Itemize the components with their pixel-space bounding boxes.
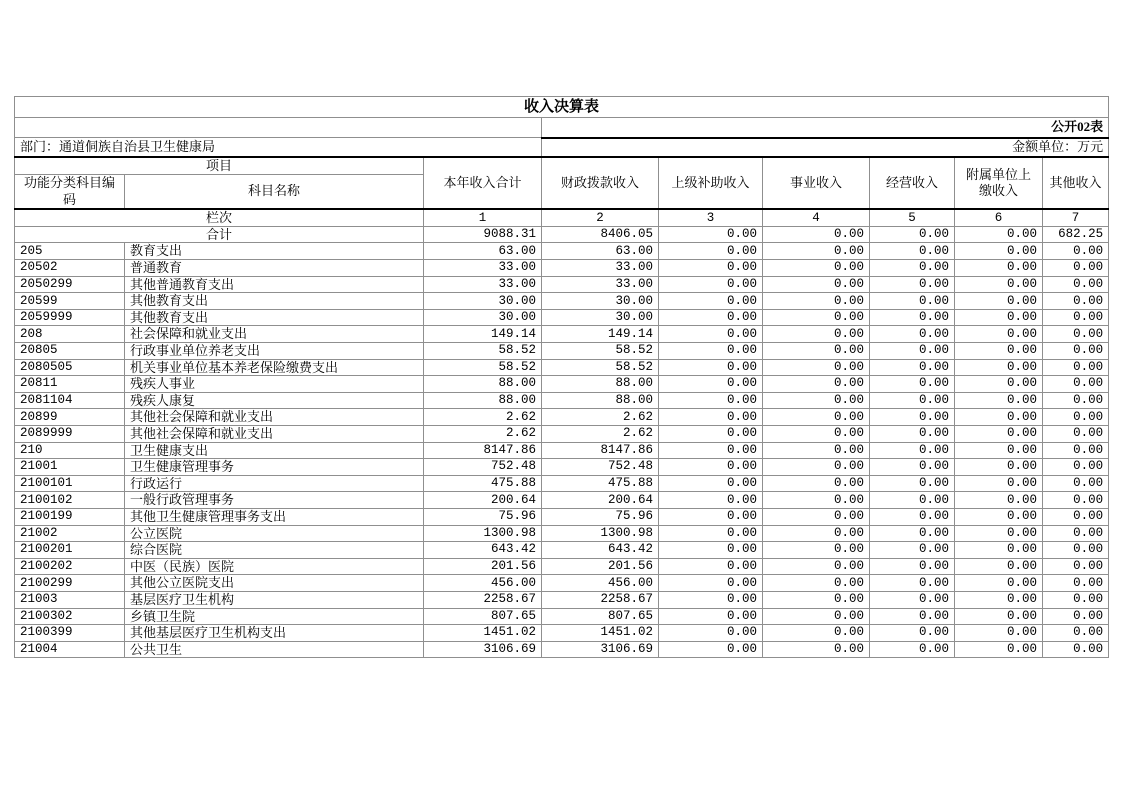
row-value: 0.00 <box>763 625 870 642</box>
row-value: 0.00 <box>1043 376 1109 393</box>
row-value: 0.00 <box>763 475 870 492</box>
row-subject-name: 教育支出 <box>125 243 424 260</box>
row-value: 88.00 <box>424 376 542 393</box>
grand-total-value: 0.00 <box>955 226 1043 243</box>
row-value: 30.00 <box>424 293 542 310</box>
row-value: 0.00 <box>763 558 870 575</box>
row-value: 3106.69 <box>424 641 542 658</box>
row-value: 0.00 <box>870 542 955 559</box>
row-value: 0.00 <box>763 260 870 277</box>
row-subject-name: 其他社会保障和就业支出 <box>125 425 424 442</box>
row-value: 0.00 <box>1043 409 1109 426</box>
row-subject-name: 基层医疗卫生机构 <box>125 591 424 608</box>
row-subject-name: 其他公立医院支出 <box>125 575 424 592</box>
row-subject-name: 卫生健康支出 <box>125 442 424 459</box>
row-value: 0.00 <box>659 260 763 277</box>
table-row <box>15 260 1109 277</box>
row-value: 807.65 <box>542 608 659 625</box>
table-row <box>15 243 1109 260</box>
row-value: 1451.02 <box>542 625 659 642</box>
row-value: 0.00 <box>870 359 955 376</box>
row-function-code: 2089999 <box>15 425 125 442</box>
row-subject-name: 其他卫生健康管理事务支出 <box>125 508 424 525</box>
row-value: 3106.69 <box>542 641 659 658</box>
row-subject-name: 其他教育支出 <box>125 293 424 310</box>
row-value: 0.00 <box>659 376 763 393</box>
row-value: 0.00 <box>870 276 955 293</box>
row-value: 1300.98 <box>424 525 542 542</box>
column-index-number: 2 <box>542 209 659 226</box>
row-value: 0.00 <box>1043 343 1109 360</box>
row-value: 0.00 <box>955 293 1043 310</box>
row-value: 0.00 <box>659 392 763 409</box>
row-value: 0.00 <box>955 492 1043 509</box>
row-value: 2258.67 <box>542 591 659 608</box>
column-index-label: 栏次 <box>15 209 424 226</box>
table-row <box>15 309 1109 326</box>
row-value: 0.00 <box>659 492 763 509</box>
row-function-code: 21001 <box>15 459 125 476</box>
row-value: 0.00 <box>955 442 1043 459</box>
row-value: 0.00 <box>870 243 955 260</box>
row-value: 0.00 <box>763 359 870 376</box>
column-index-number: 6 <box>955 209 1043 226</box>
row-subject-name: 其他普通教育支出 <box>125 276 424 293</box>
row-subject-name: 机关事业单位基本养老保险缴费支出 <box>125 359 424 376</box>
row-subject-name: 行政事业单位养老支出 <box>125 343 424 360</box>
row-value: 58.52 <box>424 359 542 376</box>
table-row <box>15 492 1109 509</box>
table-title-row <box>15 97 1109 118</box>
column-index-number: 4 <box>763 209 870 226</box>
row-value: 1451.02 <box>424 625 542 642</box>
row-value: 0.00 <box>763 459 870 476</box>
row-value: 0.00 <box>659 409 763 426</box>
row-value: 0.00 <box>955 608 1043 625</box>
row-value: 0.00 <box>763 525 870 542</box>
row-value: 0.00 <box>763 376 870 393</box>
column-header: 本年收入合计 <box>424 157 542 210</box>
row-value: 0.00 <box>659 425 763 442</box>
amount-unit-label: 金额单位：万元 <box>542 138 1109 157</box>
row-value: 752.48 <box>424 459 542 476</box>
row-value: 58.52 <box>542 359 659 376</box>
department-label: 部门：通道侗族自治县卫生健康局 <box>15 138 542 157</box>
row-value: 643.42 <box>424 542 542 559</box>
function-code-header: 功能分类科目编码 <box>15 174 125 209</box>
row-value: 0.00 <box>870 442 955 459</box>
row-value: 0.00 <box>659 475 763 492</box>
row-value: 0.00 <box>955 243 1043 260</box>
column-header: 经营收入 <box>870 157 955 210</box>
row-value: 88.00 <box>542 392 659 409</box>
row-value: 63.00 <box>542 243 659 260</box>
grand-total-value: 0.00 <box>763 226 870 243</box>
row-function-code: 2080505 <box>15 359 125 376</box>
row-value: 0.00 <box>763 425 870 442</box>
row-value: 0.00 <box>870 475 955 492</box>
row-value: 0.00 <box>1043 558 1109 575</box>
table-row <box>15 542 1109 559</box>
row-value: 0.00 <box>955 558 1043 575</box>
row-value: 200.64 <box>542 492 659 509</box>
grand-total-value: 682.25 <box>1043 226 1109 243</box>
row-value: 30.00 <box>542 293 659 310</box>
row-function-code: 21003 <box>15 591 125 608</box>
public-table-label: 公开02表 <box>542 118 1109 138</box>
row-function-code: 20599 <box>15 293 125 310</box>
table-row <box>15 409 1109 426</box>
row-value: 58.52 <box>424 343 542 360</box>
row-value: 0.00 <box>870 591 955 608</box>
row-value: 30.00 <box>424 309 542 326</box>
row-value: 0.00 <box>659 608 763 625</box>
row-value: 149.14 <box>424 326 542 343</box>
table-row <box>15 591 1109 608</box>
column-index-number: 3 <box>659 209 763 226</box>
row-value: 0.00 <box>870 409 955 426</box>
row-value: 2.62 <box>542 425 659 442</box>
row-value: 0.00 <box>763 276 870 293</box>
subject-name-header: 科目名称 <box>125 174 424 209</box>
column-index-number: 7 <box>1043 209 1109 226</box>
row-subject-name: 行政运行 <box>125 475 424 492</box>
table-row <box>15 293 1109 310</box>
table-row <box>15 508 1109 525</box>
row-value: 0.00 <box>1043 309 1109 326</box>
row-value: 0.00 <box>955 508 1043 525</box>
row-value: 0.00 <box>1043 608 1109 625</box>
row-value: 0.00 <box>1043 243 1109 260</box>
row-value: 0.00 <box>659 359 763 376</box>
table-row <box>15 558 1109 575</box>
column-index-row <box>15 209 1109 226</box>
row-value: 456.00 <box>424 575 542 592</box>
row-value: 33.00 <box>542 276 659 293</box>
grand-total-value: 0.00 <box>659 226 763 243</box>
row-value: 1300.98 <box>542 525 659 542</box>
row-value: 0.00 <box>1043 542 1109 559</box>
row-value: 2.62 <box>424 409 542 426</box>
row-value: 0.00 <box>763 591 870 608</box>
row-value: 0.00 <box>955 459 1043 476</box>
row-value: 0.00 <box>763 492 870 509</box>
row-value: 0.00 <box>763 641 870 658</box>
row-value: 149.14 <box>542 326 659 343</box>
row-subject-name: 中医（民族）医院 <box>125 558 424 575</box>
row-value: 0.00 <box>763 409 870 426</box>
row-value: 0.00 <box>1043 392 1109 409</box>
table-row <box>15 392 1109 409</box>
row-value: 0.00 <box>870 525 955 542</box>
department-row <box>15 138 1109 157</box>
row-function-code: 208 <box>15 326 125 343</box>
table-row <box>15 425 1109 442</box>
row-value: 0.00 <box>955 276 1043 293</box>
table-row <box>15 459 1109 476</box>
row-value: 0.00 <box>659 641 763 658</box>
row-subject-name: 其他教育支出 <box>125 309 424 326</box>
row-value: 0.00 <box>1043 442 1109 459</box>
row-function-code: 2059999 <box>15 309 125 326</box>
row-subject-name: 其他社会保障和就业支出 <box>125 409 424 426</box>
row-function-code: 21004 <box>15 641 125 658</box>
table-row <box>15 276 1109 293</box>
table-row <box>15 343 1109 360</box>
row-value: 456.00 <box>542 575 659 592</box>
row-value: 0.00 <box>955 392 1043 409</box>
table-row <box>15 575 1109 592</box>
row-subject-name: 一般行政管理事务 <box>125 492 424 509</box>
column-header: 财政拨款收入 <box>542 157 659 210</box>
row-value: 0.00 <box>955 309 1043 326</box>
row-value: 0.00 <box>870 508 955 525</box>
row-value: 0.00 <box>763 293 870 310</box>
row-value: 0.00 <box>1043 508 1109 525</box>
row-value: 8147.86 <box>424 442 542 459</box>
row-value: 0.00 <box>1043 575 1109 592</box>
row-subject-name: 公共卫生 <box>125 641 424 658</box>
row-value: 0.00 <box>870 309 955 326</box>
row-value: 0.00 <box>955 260 1043 277</box>
row-function-code: 20811 <box>15 376 125 393</box>
row-subject-name: 普通教育 <box>125 260 424 277</box>
row-value: 0.00 <box>870 326 955 343</box>
row-value: 0.00 <box>870 376 955 393</box>
row-value: 0.00 <box>1043 425 1109 442</box>
row-value: 0.00 <box>955 425 1043 442</box>
row-value: 0.00 <box>659 525 763 542</box>
header-project-row <box>15 157 1109 175</box>
row-value: 0.00 <box>870 625 955 642</box>
row-value: 33.00 <box>424 276 542 293</box>
row-value: 0.00 <box>1043 625 1109 642</box>
row-subject-name: 残疾人事业 <box>125 376 424 393</box>
row-function-code: 20805 <box>15 343 125 360</box>
row-value: 0.00 <box>955 359 1043 376</box>
row-value: 0.00 <box>659 542 763 559</box>
row-value: 201.56 <box>424 558 542 575</box>
row-function-code: 2100199 <box>15 508 125 525</box>
pub-row-spacer <box>15 118 542 138</box>
row-value: 0.00 <box>1043 260 1109 277</box>
public-label-row <box>15 118 1109 138</box>
row-subject-name: 社会保障和就业支出 <box>125 326 424 343</box>
row-value: 0.00 <box>955 475 1043 492</box>
column-header: 事业收入 <box>763 157 870 210</box>
row-function-code: 2100399 <box>15 625 125 642</box>
row-value: 2.62 <box>542 409 659 426</box>
row-value: 0.00 <box>955 542 1043 559</box>
page-title: 收入决算表 <box>15 97 1109 118</box>
row-value: 63.00 <box>424 243 542 260</box>
row-value: 200.64 <box>424 492 542 509</box>
row-function-code: 2100202 <box>15 558 125 575</box>
grand-total-value: 0.00 <box>870 226 955 243</box>
row-value: 30.00 <box>542 309 659 326</box>
row-value: 88.00 <box>424 392 542 409</box>
row-value: 643.42 <box>542 542 659 559</box>
column-index-number: 5 <box>870 209 955 226</box>
row-subject-name: 其他基层医疗卫生机构支出 <box>125 625 424 642</box>
row-value: 58.52 <box>542 343 659 360</box>
row-value: 0.00 <box>870 641 955 658</box>
table-row <box>15 376 1109 393</box>
row-subject-name: 残疾人康复 <box>125 392 424 409</box>
row-value: 0.00 <box>659 243 763 260</box>
row-value: 0.00 <box>659 343 763 360</box>
row-value: 0.00 <box>955 575 1043 592</box>
row-value: 0.00 <box>870 260 955 277</box>
row-subject-name: 公立医院 <box>125 525 424 542</box>
row-value: 88.00 <box>542 376 659 393</box>
row-value: 0.00 <box>1043 525 1109 542</box>
row-value: 0.00 <box>1043 591 1109 608</box>
row-value: 0.00 <box>659 293 763 310</box>
row-value: 0.00 <box>870 558 955 575</box>
row-value: 0.00 <box>1043 459 1109 476</box>
row-value: 0.00 <box>955 343 1043 360</box>
row-value: 0.00 <box>870 392 955 409</box>
row-function-code: 2100201 <box>15 542 125 559</box>
column-index-number: 1 <box>424 209 542 226</box>
row-value: 0.00 <box>659 558 763 575</box>
row-function-code: 2100302 <box>15 608 125 625</box>
row-value: 0.00 <box>763 508 870 525</box>
row-subject-name: 综合医院 <box>125 542 424 559</box>
row-value: 0.00 <box>763 343 870 360</box>
grand-total-label: 合计 <box>15 226 424 243</box>
row-value: 0.00 <box>659 575 763 592</box>
row-function-code: 2100101 <box>15 475 125 492</box>
row-value: 75.96 <box>424 508 542 525</box>
table-row <box>15 359 1109 376</box>
row-value: 0.00 <box>1043 475 1109 492</box>
row-value: 2258.67 <box>424 591 542 608</box>
row-value: 807.65 <box>424 608 542 625</box>
row-value: 8147.86 <box>542 442 659 459</box>
row-value: 0.00 <box>763 442 870 459</box>
row-value: 0.00 <box>955 525 1043 542</box>
row-value: 75.96 <box>542 508 659 525</box>
row-value: 475.88 <box>542 475 659 492</box>
row-value: 0.00 <box>870 608 955 625</box>
row-value: 0.00 <box>763 392 870 409</box>
row-value: 0.00 <box>955 409 1043 426</box>
row-value: 0.00 <box>763 575 870 592</box>
row-value: 0.00 <box>1043 641 1109 658</box>
row-value: 33.00 <box>424 260 542 277</box>
row-value: 0.00 <box>955 326 1043 343</box>
row-value: 0.00 <box>659 309 763 326</box>
row-value: 0.00 <box>659 459 763 476</box>
table-row <box>15 625 1109 642</box>
table-row <box>15 326 1109 343</box>
row-function-code: 205 <box>15 243 125 260</box>
row-value: 2.62 <box>424 425 542 442</box>
table-row <box>15 525 1109 542</box>
row-subject-name: 卫生健康管理事务 <box>125 459 424 476</box>
row-value: 0.00 <box>1043 492 1109 509</box>
row-subject-name: 乡镇卫生院 <box>125 608 424 625</box>
table-row <box>15 608 1109 625</box>
row-value: 0.00 <box>1043 359 1109 376</box>
row-value: 0.00 <box>955 591 1043 608</box>
row-function-code: 20502 <box>15 260 125 277</box>
row-value: 0.00 <box>955 376 1043 393</box>
grand-total-row <box>15 226 1109 243</box>
row-value: 0.00 <box>763 309 870 326</box>
row-value: 0.00 <box>763 608 870 625</box>
row-value: 0.00 <box>870 425 955 442</box>
row-value: 475.88 <box>424 475 542 492</box>
row-value: 752.48 <box>542 459 659 476</box>
row-function-code: 2100102 <box>15 492 125 509</box>
row-value: 0.00 <box>659 591 763 608</box>
revenue-final-accounts-table <box>14 96 1109 658</box>
row-value: 33.00 <box>542 260 659 277</box>
row-value: 0.00 <box>870 575 955 592</box>
column-header: 上级补助收入 <box>659 157 763 210</box>
table-row <box>15 475 1109 492</box>
row-value: 0.00 <box>870 492 955 509</box>
row-value: 0.00 <box>659 326 763 343</box>
grand-total-value: 9088.31 <box>424 226 542 243</box>
row-value: 0.00 <box>659 276 763 293</box>
row-value: 0.00 <box>1043 293 1109 310</box>
row-value: 0.00 <box>763 542 870 559</box>
row-function-code: 210 <box>15 442 125 459</box>
row-value: 0.00 <box>1043 276 1109 293</box>
row-value: 0.00 <box>1043 326 1109 343</box>
row-value: 0.00 <box>659 625 763 642</box>
row-function-code: 2081104 <box>15 392 125 409</box>
project-header: 项目 <box>15 157 424 175</box>
row-value: 0.00 <box>870 293 955 310</box>
table-row <box>15 641 1109 658</box>
row-value: 201.56 <box>542 558 659 575</box>
row-value: 0.00 <box>955 641 1043 658</box>
row-value: 0.00 <box>870 343 955 360</box>
row-function-code: 2050299 <box>15 276 125 293</box>
row-function-code: 2100299 <box>15 575 125 592</box>
row-value: 0.00 <box>763 243 870 260</box>
row-value: 0.00 <box>659 442 763 459</box>
column-header: 附属单位上缴收入 <box>955 157 1043 210</box>
row-value: 0.00 <box>763 326 870 343</box>
row-function-code: 20899 <box>15 409 125 426</box>
column-header: 其他收入 <box>1043 157 1109 210</box>
table-row <box>15 442 1109 459</box>
grand-total-value: 8406.05 <box>542 226 659 243</box>
row-function-code: 21002 <box>15 525 125 542</box>
row-value: 0.00 <box>870 459 955 476</box>
row-value: 0.00 <box>659 508 763 525</box>
row-value: 0.00 <box>955 625 1043 642</box>
